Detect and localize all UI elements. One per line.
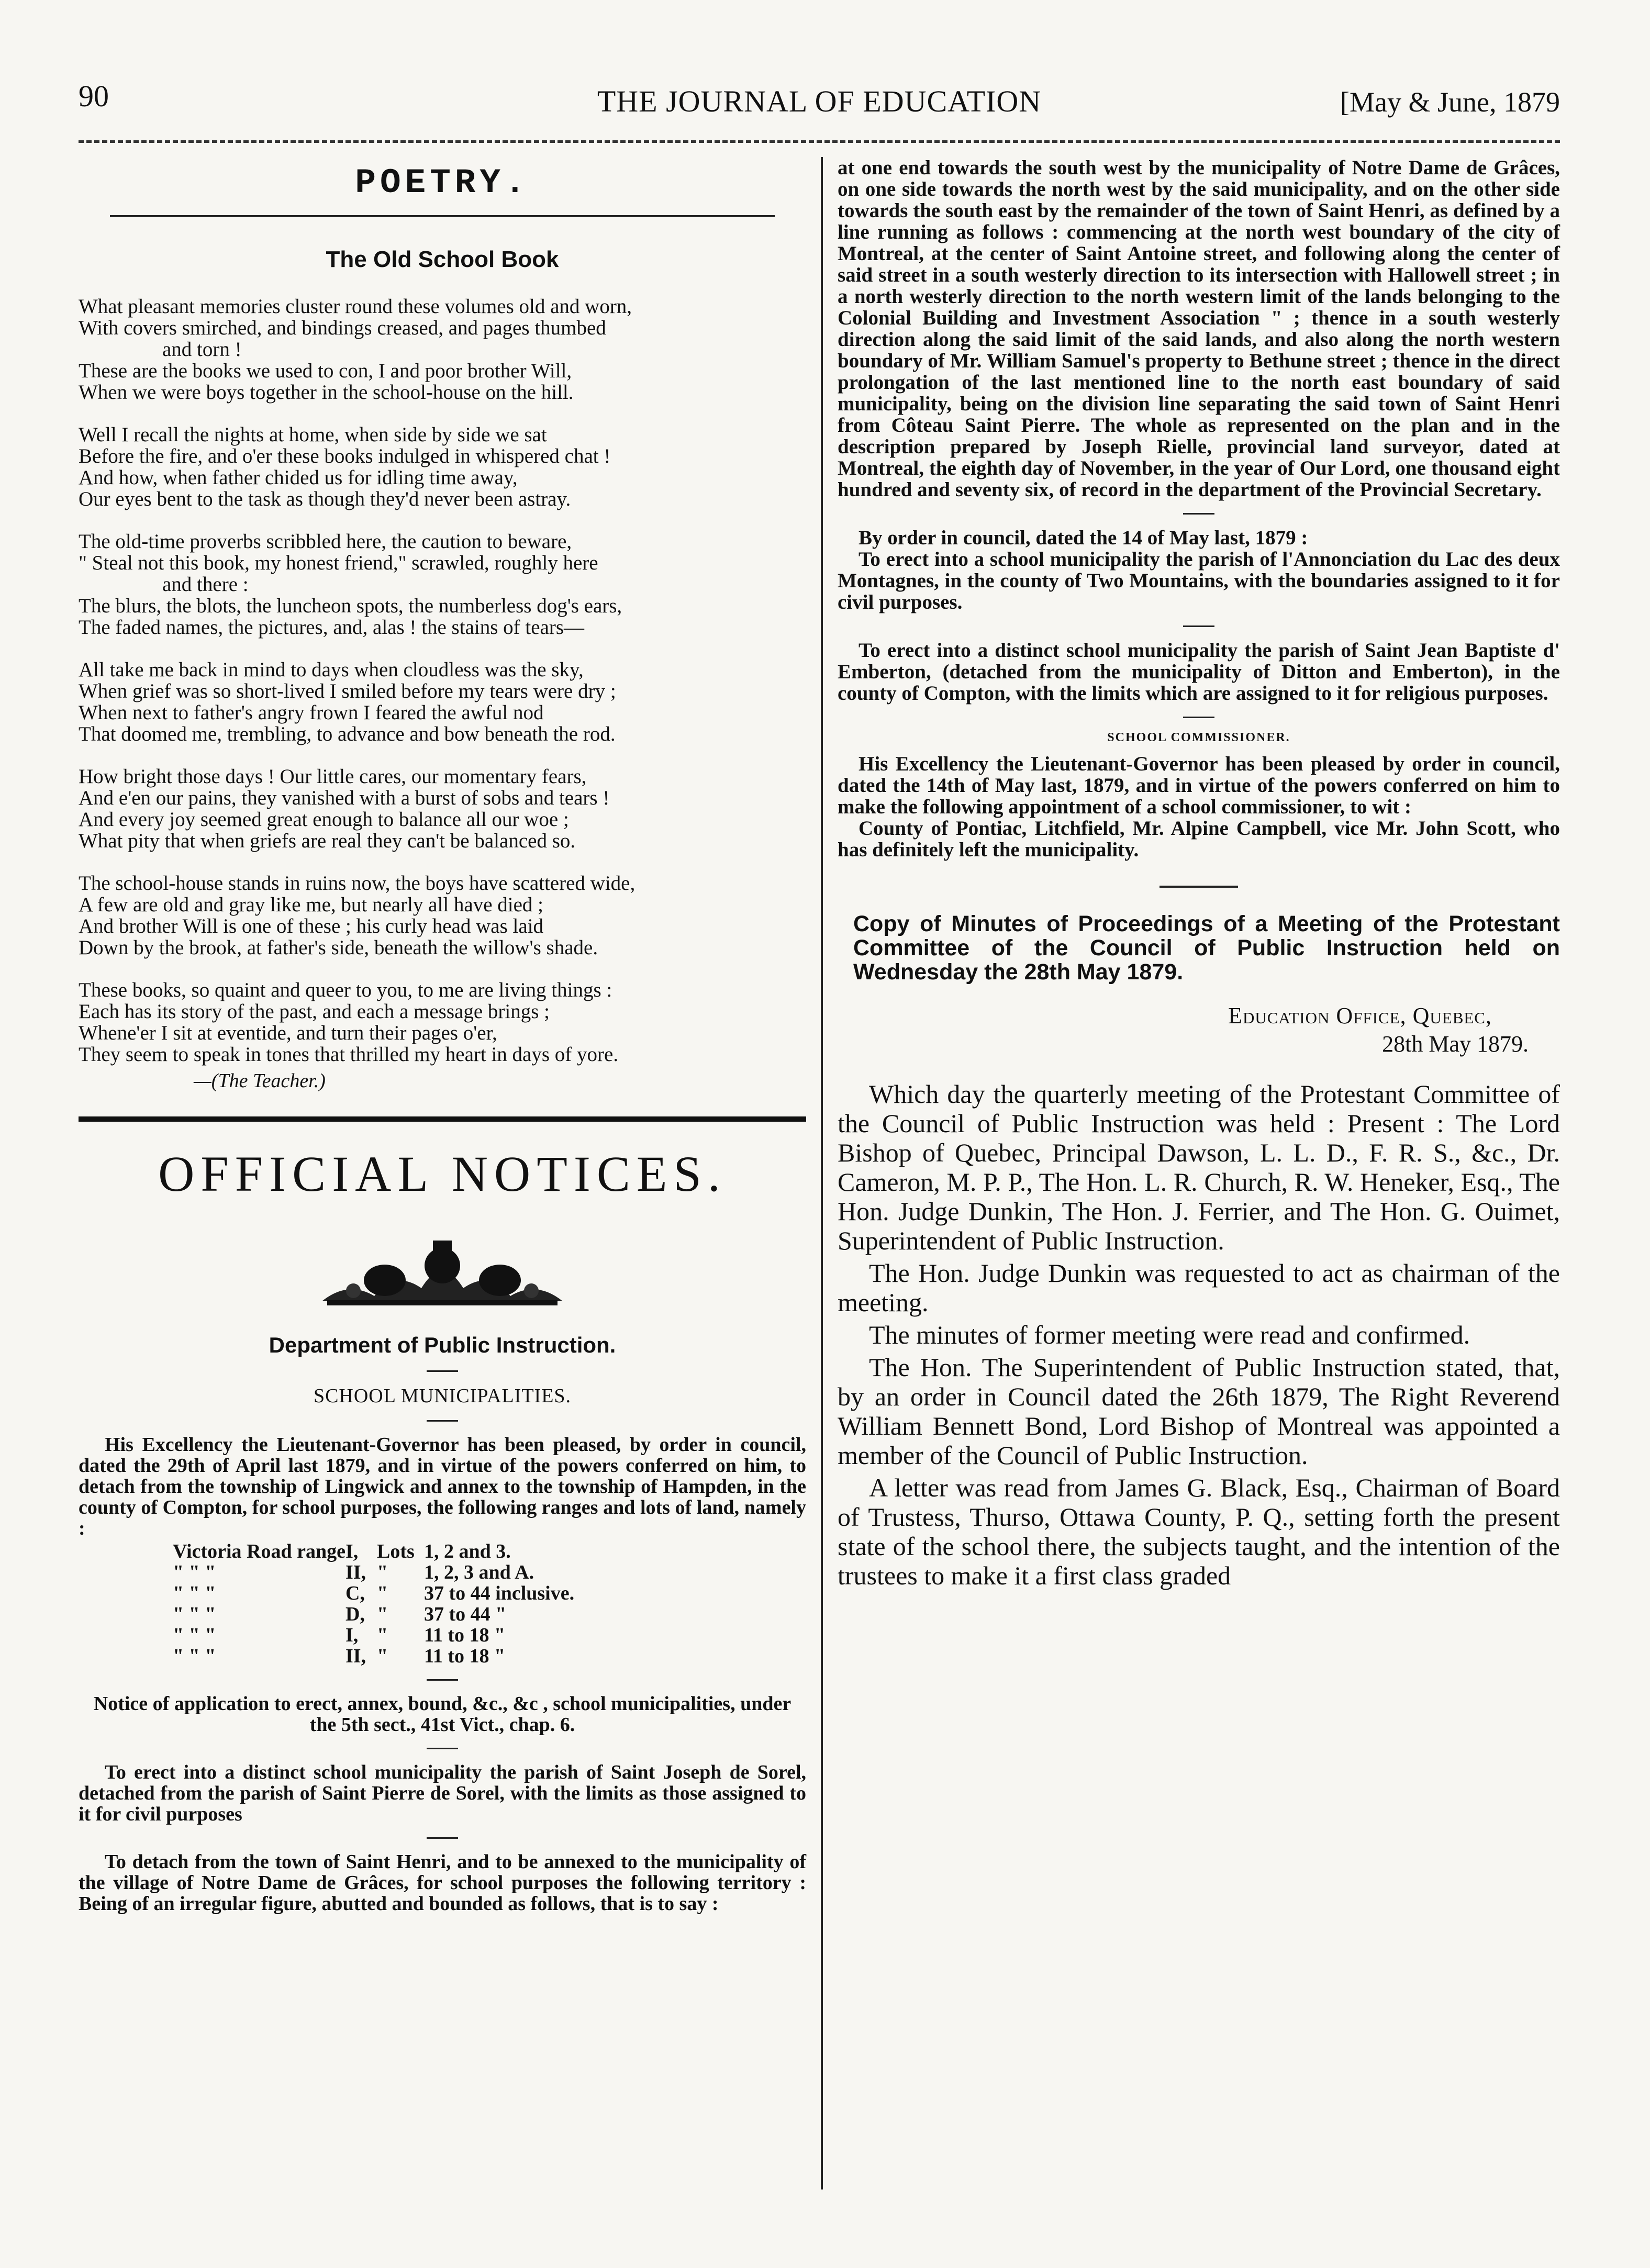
table-row (173, 1541, 574, 1562)
poem-line: All take me back in mind to days when cloudless was the sky, (79, 658, 584, 681)
journal-title: THE JOURNAL OF EDUCATION (597, 84, 1042, 118)
notice-paragraph: Notice of application to erect, annex, bound, &c., &c , school municipalities, under the 5th sect., 41st Vict., chap. 6. (93, 1693, 791, 1736)
department-heading: Department of Public Instruction. (269, 1333, 616, 1357)
table-row (173, 1604, 574, 1625)
poetry-heading: POETRY. (355, 163, 530, 203)
stanza (79, 531, 806, 638)
poem-citation: —(The Teacher.) (194, 1070, 326, 1092)
minutes-paragraph: The Hon. The Superintendent of Public Instruction stated, that, by an order in Council dated the 26th 1879, The Right Reverend William Bennett Bond, Lord Bishop of Montreal was appointed a member of the Council of Public Instruction. (838, 1353, 1560, 1470)
range-name: Victoria Road range (173, 1540, 345, 1562)
lots-label: " (376, 1561, 388, 1583)
page-number: 90 (79, 79, 109, 113)
separator-dash (427, 1370, 458, 1372)
poem-line: and there : (162, 573, 249, 596)
official-notices-heading: OFFICIAL NOTICES. (158, 1146, 727, 1202)
running-header (79, 79, 1560, 126)
lots-value: 11 to 18 " (423, 1624, 506, 1646)
lots-value: 1, 2 and 3. (423, 1540, 511, 1562)
column-divider (821, 157, 823, 2189)
separator-dash (427, 1420, 458, 1422)
range-number: II, (345, 1561, 366, 1583)
minutes-paragraph: Which day the quarterly meeting of the Protestant Committee of the Council of Public Instruction was held : Present : The Lord Bishop of Quebec, Principal Dawson, L. L. D., F. R. S., &c., Dr. Cameron, M. P. P., The Hon. L. R. Church, R. W. Heneker, Esq., The Hon. Judge Dunkin, The Hon. J. Ferrier, and The Hon. G. Ouimet, Superintendent of Public Instruction. (838, 1079, 1560, 1255)
range-name: " " " (173, 1603, 216, 1625)
minutes-paragraph: A letter was read from James G. Black, Esq., Chairman of Board of Trustess, Thurso, Ottawa County, P. Q., setting forth the present state of the school there, the subjects taught, and the intention of the trustees to make it a first class graded (838, 1473, 1560, 1590)
poem-line: The blurs, the blots, the luncheon spots, the numberless dog's ears, (79, 595, 622, 617)
poem-line: And brother Will is one of these ; his curly head was laid (79, 915, 544, 937)
left-column (79, 157, 806, 1914)
lots-label: " (376, 1603, 388, 1625)
poem-line: These are the books we used to con, I and poor brother Will, (79, 360, 572, 382)
lots-label: Lots (376, 1540, 415, 1562)
lots-value: 37 to 44 " (423, 1603, 507, 1625)
minutes-paragraph: The minutes of former meeting were read and confirmed. (869, 1320, 1470, 1349)
separator-dash (427, 1748, 458, 1749)
range-number: D, (345, 1603, 365, 1625)
poem-line: and torn ! (162, 338, 242, 361)
poem-line: They seem to speak in tones that thrilled my heart in days of yore. (79, 1043, 619, 1066)
table-row (173, 1562, 574, 1583)
lots-label: " (376, 1624, 388, 1646)
pontiac-paragraph: County of Pontiac, Litchfield, Mr. Alpine Campbell, vice Mr. John Scott, who has definitely left the municipality. (838, 817, 1560, 861)
right-column (838, 157, 1560, 1590)
office-dateline (838, 1002, 1560, 1058)
separator-dash (1183, 625, 1214, 627)
lots-label: " (376, 1645, 388, 1667)
council-order-paragraph: By order in council, dated the 14 of May last, 1879 : (859, 527, 1308, 549)
poem-title: The Old School Book (326, 247, 559, 272)
poetry-rule (110, 215, 775, 217)
emberton-paragraph: To erect into a distinct school municipality the parish of Saint Jean Baptiste d' Emberton, (detached from the municipality of Ditton and Emberton), in the county of Compton, with the limits which are assigned to it for religious purposes. (838, 639, 1560, 705)
commissioner-paragraph: His Excellency the Lieutenant-Governor has been pleased by order in council, dated the 14th of May last, 1879, and in virtue of the powers conferred on him to make the following appointment of a school commissioner, to wit : (838, 753, 1560, 818)
poem-line: These books, so quaint and queer to you, to me are living things : (79, 979, 612, 1001)
poem-line: The school-house stands in ruins now, the boys have scattered wide, (79, 872, 636, 895)
sorel-paragraph: To erect into a distinct school municipality the parish of Saint Joseph de Sorel, detached from the parish of Saint Pierre de Sorel, with the limits as those assigned to it for civil purposes (79, 1761, 806, 1825)
office-date: 28th May 1879. (1382, 1031, 1529, 1057)
poem-line: When grief was so short-lived I smiled before my tears were dry ; (79, 680, 616, 702)
range-name: " " " (173, 1582, 216, 1604)
stanza (79, 659, 806, 745)
office-line: Education Office, Quebec, (1228, 1003, 1492, 1029)
poem-line: A few are old and gray like me, but nearly all have died ; (79, 893, 544, 916)
poem-line: When next to father's angry frown I feared the awful nod (79, 701, 544, 724)
poem-line: When we were boys together in the school-house on the hill. (79, 381, 574, 404)
section-rule (79, 1116, 806, 1122)
poem-line: Our eyes bent to the task as though they'd never been astray. (79, 488, 571, 510)
poem-line: What pity that when griefs are real they can't be balanced so. (79, 830, 576, 852)
saint-henri-paragraph: To detach from the town of Saint Henri, and to be annexed to the municipality of the village of Notre Dame de Grâces, for school purposes the following territory : Being of an irregular figure, abutted and bounded as follows, that is to say : (79, 1851, 806, 1915)
poem-line: And how, when father chided us for idling time away, (79, 466, 518, 489)
poem-line: Well I recall the nights at home, when side by side we sat (79, 423, 547, 446)
school-commissioner-heading: SCHOOL COMMISSIONER. (1107, 731, 1290, 744)
range-number: I, (345, 1624, 359, 1646)
poem-line: And every joy seemed great enough to balance all our woe ; (79, 808, 569, 831)
school-municipalities-heading: SCHOOL MUNICIPALITIES. (313, 1385, 572, 1407)
ranges-table (173, 1541, 574, 1667)
table-row (173, 1646, 574, 1667)
lots-value: 37 to 44 inclusive. (423, 1582, 575, 1604)
lots-label: " (376, 1582, 388, 1604)
coat-of-arms-icon (317, 1233, 568, 1312)
poem-line: What pleasant memories cluster round these volumes old and worn, (79, 295, 632, 318)
poem-line: Whene'er I sit at eventide, and turn their pages o'er, (79, 1022, 497, 1044)
stanza (79, 424, 806, 510)
range-name: " " " (173, 1645, 216, 1667)
poem-line: The old-time proverbs scribbled here, the caution to beware, (79, 530, 572, 553)
header-rule (79, 140, 1560, 143)
separator-dash (427, 1837, 458, 1839)
separator-dash (427, 1679, 458, 1681)
poem-line: How bright those days ! Our little cares, our momentary fears, (79, 765, 587, 788)
poem-line: That doomed me, trembling, to advance and bow beneath the rod. (79, 723, 616, 745)
poem-line: " Steal not this book, my honest friend," scrawled, roughly here (79, 552, 598, 574)
separator-dash (1183, 513, 1214, 515)
range-number: II, (345, 1645, 366, 1667)
section-rule (1160, 886, 1238, 888)
order-paragraph: His Excellency the Lieutenant-Governor has been pleased, by order in council, dated the 29th of April last 1879, and in virtue of the powers conferred on him, to detach from the township of Lingwick and annex to the township of Hampden, in the county of Compton, for school purposes, the following ranges and lots of land, namely : (79, 1434, 806, 1539)
range-number: C, (345, 1582, 365, 1604)
stanza (79, 979, 806, 1065)
stanza (79, 766, 806, 852)
poem-body (79, 296, 806, 1092)
range-name: " " " (173, 1561, 216, 1583)
separator-dash (1183, 717, 1214, 718)
lots-value: 11 to 18 " (423, 1645, 506, 1667)
poem-line: And e'en our pains, they vanished with a burst of sobs and tears ! (79, 787, 610, 809)
stanza (79, 296, 806, 403)
minutes-paragraph: The Hon. Judge Dunkin was requested to act as chairman of the meeting. (838, 1258, 1560, 1317)
poem-line: With covers smirched, and bindings creased, and pages thumbed (79, 317, 606, 339)
range-number: I, (345, 1540, 359, 1562)
table-row (173, 1583, 574, 1604)
poem-line: Before the fire, and o'er these books indulged in whispered chat ! (79, 445, 611, 467)
issue-date: [May & June, 1879 (1340, 86, 1560, 118)
poem-line: The faded names, the pictures, and, alas ! the stains of tears— (79, 616, 584, 639)
poem-line: Each has its story of the past, and each a message brings ; (79, 1000, 550, 1023)
boundary-paragraph: at one end towards the south west by the municipality of Notre Dame de Grâces, on one side towards the north west by the said municipality, and on the other side towards the south east by the remainder of the town of Saint Henri, as defined by a line running as follows : commencing at the north west boundary of the city of Montreal, at the center of Saint Antoine street, and following along the center of said street in a south westerly direction to its intersection with Hallowell street ; in a north westerly direction to the north western limit of the lands belonging to the Colonial Building and Investment Association " ; thence in a south westerly direction along the said limit of the said lands, and also along the north western boundary of Mr. William Samuel's property to Bethune street ; thence in the direct prolongation of the last mentioned line to the north east boundary of said municipality, being on the division line separating the said town of Saint Henri from Côteau Saint Pierre. The whole as represented on the plan and in the description prepared by Joseph Rielle, provincial land surveyor, dated at Montreal, the eighth day of November, in the year of Our Lord, one thousand eight hundred and seventy six, of record in the department of the Provincial Secretary. (838, 157, 1560, 501)
table-row (173, 1625, 574, 1646)
lots-value: 1, 2, 3 and A. (423, 1561, 534, 1583)
range-name: " " " (173, 1624, 216, 1646)
annonciation-paragraph: To erect into a school municipality the parish of l'Annonciation du Lac des deux Montagnes, in the county of Two Mountains, with the boundaries assigned to it for civil purposes. (838, 548, 1560, 613)
minutes-heading: Copy of Minutes of Proceedings of a Meeting of the Protestant Committee of the Council of Public Instruction held on Wednesday the 28th May 1879. (853, 911, 1560, 985)
stanza (79, 873, 806, 958)
poem-line: Down by the brook, at father's side, beneath the willow's shade. (79, 936, 598, 959)
